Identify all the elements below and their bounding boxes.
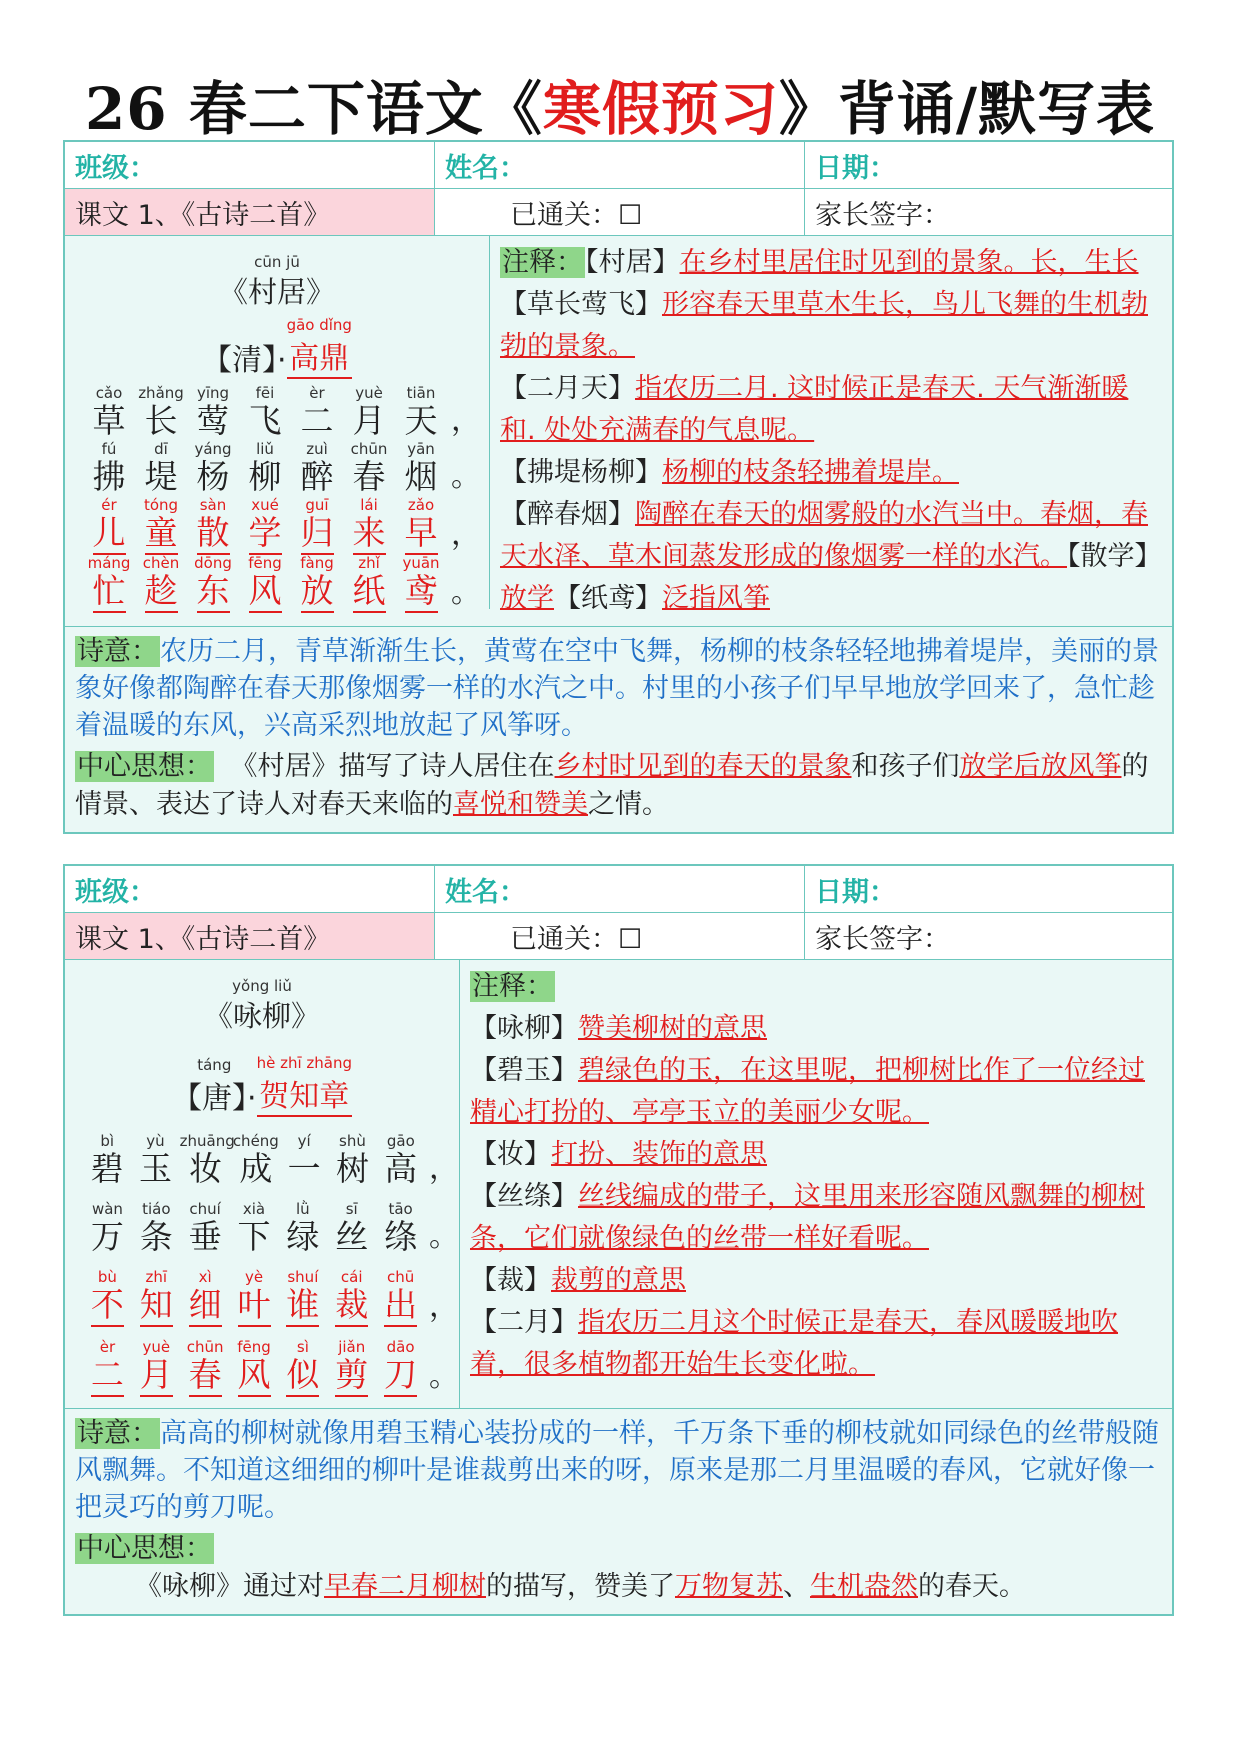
char-pinyin: sī	[345, 1200, 358, 1218]
note-item	[470, 1134, 1162, 1176]
center-idea: 中心思想： 《村居》描写了诗人居住在乡村时见到的春天的景象和孩子们放学后放风筝的情景、表达了诗人对春天来临的喜悦和赞美之情。	[75, 751, 1149, 820]
poem-row	[65, 236, 1172, 627]
char-pinyin: zhī	[145, 1268, 168, 1286]
lesson-label: 课文 1、《古诗二首》	[65, 913, 435, 959]
poem-char	[343, 385, 395, 441]
char-text: 丝	[335, 1217, 369, 1256]
char-pinyin: yáng	[194, 440, 232, 458]
char-pinyin: bì	[100, 1132, 115, 1150]
poem-char	[181, 1339, 230, 1397]
poem-char	[187, 497, 239, 555]
note-definition: 指农历二月这个时候正是春天，春风暖暖地吹着，很多植物都开始生长变化啦。	[470, 1307, 1118, 1380]
char-text: 树	[335, 1149, 369, 1188]
char-text: 似	[286, 1355, 319, 1397]
char-text: 长	[144, 401, 178, 440]
note-term: 【草长莺飞】	[500, 289, 662, 320]
char-pinyin: liǔ	[256, 440, 274, 458]
date-label: 日期：	[815, 152, 896, 184]
passed-checkbox[interactable]: 已通关：☐	[435, 189, 805, 235]
note-item	[500, 289, 1148, 362]
note-item	[470, 1008, 1162, 1050]
char-text: 风	[249, 571, 282, 613]
poem-char	[132, 1339, 181, 1397]
poem-char	[230, 1201, 279, 1257]
poem-title-block	[65, 254, 489, 311]
notes-panel	[490, 236, 1172, 626]
note-item	[585, 247, 1139, 278]
meaning-label: 诗意：	[77, 636, 158, 667]
char-pinyin: zhuāng	[179, 1132, 235, 1150]
char-text: 二	[300, 401, 334, 440]
poem-char	[239, 441, 291, 497]
poem-char	[83, 1133, 131, 1189]
char-text: 出	[384, 1285, 417, 1327]
poem-char	[343, 441, 395, 497]
char-pinyin: zhǎng	[138, 384, 184, 402]
char-pinyin: chéng	[232, 1132, 279, 1150]
char-pinyin: fú	[101, 440, 117, 458]
passed-checkbox[interactable]: 已通关：☐	[435, 913, 805, 959]
char-pinyin: jiǎn	[338, 1338, 366, 1356]
poem-line	[83, 441, 489, 497]
poem-char	[179, 1132, 235, 1189]
poem-title-pinyin: yǒng liǔ	[232, 977, 292, 995]
poem-lines	[65, 385, 489, 613]
parent-sign-label: 家长签字：	[815, 923, 950, 955]
name-label: 姓名：	[435, 142, 805, 188]
char-text: 春	[189, 1355, 222, 1397]
note-definition: 陶醉在春天的烟雾般的水汽当中。春烟，春天水泽、草木间蒸发形成的像烟雾一样的水汽。	[500, 499, 1148, 572]
char-pinyin: tiān	[406, 384, 436, 402]
char-text: 莺	[196, 401, 230, 440]
line-punct: 。	[429, 1219, 460, 1254]
char-pinyin: yīng	[196, 384, 230, 402]
center-label: 中心思想：	[77, 751, 212, 782]
char-text: 细	[189, 1285, 222, 1327]
line-punct: ，	[428, 1151, 459, 1186]
poem-char	[343, 555, 395, 613]
poem-char	[291, 385, 343, 441]
note-term: 【村居】	[585, 247, 680, 278]
notes-panel	[460, 960, 1172, 1408]
title-highlight: 寒假预习	[542, 75, 779, 143]
char-pinyin: yuān	[402, 554, 440, 572]
note-definition: 在乡村里居住时见到的景象。长，生长	[679, 247, 1139, 278]
poem-char	[83, 1269, 132, 1327]
char-pinyin: shù	[339, 1132, 366, 1150]
poem-char	[376, 1269, 425, 1327]
char-pinyin: shuí	[287, 1268, 319, 1286]
char-text: 草	[92, 401, 126, 440]
poem-title: 《咏柳》	[203, 999, 320, 1033]
poem-char	[291, 441, 343, 497]
char-text: 叶	[238, 1285, 271, 1327]
char-pinyin: chūn	[350, 440, 388, 458]
poem-char	[239, 497, 291, 555]
poem-char	[395, 441, 447, 497]
line-punct: 。	[429, 1359, 460, 1394]
date-label: 日期：	[815, 876, 896, 908]
note-definition: 指农历二月. 这时候正是春天. 天气渐渐暖和. 处处充满春的气息呢。	[500, 373, 1129, 446]
char-pinyin: guī	[305, 496, 329, 514]
name-label: 姓名：	[435, 866, 805, 912]
poem-char	[135, 555, 187, 613]
meaning-block	[65, 627, 1172, 832]
dynasty-pinyin: táng	[197, 1056, 232, 1074]
note-item	[470, 1176, 1162, 1260]
poem-char	[131, 1133, 179, 1189]
char-text: 谁	[286, 1285, 319, 1327]
class-label: 班级：	[65, 866, 435, 912]
char-text: 杨	[196, 457, 230, 496]
line-punct: ，	[451, 517, 481, 552]
char-pinyin: yè	[244, 1268, 264, 1286]
note-definition: 泛指风筝	[662, 583, 770, 614]
char-pinyin: fēi	[255, 384, 275, 402]
worksheet-2	[63, 864, 1174, 1616]
note-term: 【咏柳】	[470, 1013, 578, 1044]
poem-char	[239, 385, 291, 441]
note-term: 【妆】	[470, 1139, 551, 1170]
poem-char	[395, 385, 447, 441]
poem-char	[328, 1133, 376, 1189]
char-pinyin: cái	[340, 1268, 363, 1286]
poem-char	[278, 1339, 327, 1397]
note-item	[500, 368, 1162, 452]
char-text: 醉	[300, 457, 334, 496]
poem-row	[65, 960, 1172, 1409]
char-pinyin: fàng	[300, 554, 334, 572]
note-item	[470, 1302, 1162, 1386]
char-pinyin: chūn	[186, 1338, 224, 1356]
char-pinyin: zuì	[306, 440, 328, 458]
poem-char	[181, 1201, 230, 1257]
note-term: 【纸鸢】	[554, 583, 662, 614]
char-pinyin: cǎo	[95, 384, 123, 402]
poem-char	[278, 1269, 327, 1327]
poem-char	[181, 1269, 230, 1327]
char-pinyin: tiáo	[142, 1200, 171, 1218]
poem-line	[83, 1201, 459, 1257]
poem-char	[327, 1269, 376, 1327]
line-punct: ，	[451, 403, 481, 438]
poem-char	[278, 1201, 327, 1257]
char-pinyin: gāo	[386, 1132, 415, 1150]
char-text: 柳	[248, 457, 282, 496]
char-pinyin: bù	[97, 1268, 117, 1286]
center-label: 中心思想：	[77, 1533, 212, 1564]
char-text: 儿	[93, 513, 126, 555]
poem-char	[327, 1339, 376, 1397]
poem-char	[83, 555, 135, 613]
note-term: 【散学】	[1067, 541, 1162, 572]
poem-char	[135, 497, 187, 555]
note-definition: 赞美柳树的意思	[578, 1013, 767, 1044]
poem-panel	[65, 960, 460, 1408]
char-text: 月	[140, 1355, 173, 1397]
char-pinyin: chuí	[189, 1200, 221, 1218]
notes-label: 注释：	[502, 247, 583, 278]
char-pinyin: tāo	[388, 1200, 413, 1218]
char-pinyin: èr	[309, 384, 325, 402]
poem-title: 《村居》	[218, 275, 335, 309]
poem-char	[132, 1201, 181, 1257]
char-text: 成	[239, 1149, 273, 1188]
poem-char	[239, 555, 291, 613]
note-definition: 丝线编成的带子，这里用来形容随风飘舞的柳树条，它们就像绿色的丝带一样好看呢。	[470, 1181, 1145, 1254]
meaning-text: 农历二月，青草渐渐生长，黄莺在空中飞舞，杨柳的枝条轻轻地拂着堤岸，美丽的景象好像都陶醉在春天那像烟雾一样的水汽之中。村里的小孩子们早早地放学回来了，急忙趁着温暖的东风，兴高采烈地放起了风筝呀。	[75, 636, 1159, 741]
char-pinyin: sì	[296, 1338, 309, 1356]
note-definition: 打扮、装饰的意思	[551, 1139, 767, 1170]
poem-char	[291, 555, 343, 613]
char-text: 一	[287, 1149, 321, 1188]
poem-char	[377, 1133, 425, 1189]
poem-char	[135, 441, 187, 497]
char-pinyin: xì	[198, 1268, 212, 1286]
note-term: 【醉春烟】	[500, 499, 635, 530]
char-text: 碧	[90, 1149, 124, 1188]
poem-char	[132, 1269, 181, 1327]
header-row	[65, 142, 1172, 189]
poem-author-block	[65, 317, 489, 379]
char-text: 烟	[404, 457, 438, 496]
poem-char	[83, 1339, 132, 1397]
line-punct: 。	[451, 459, 481, 494]
note-term: 【二月】	[470, 1307, 578, 1338]
char-pinyin: yí	[297, 1132, 311, 1150]
poem-char	[83, 441, 135, 497]
char-pinyin: dōng	[194, 554, 232, 572]
author-pinyin: hè zhī zhāng	[256, 1054, 352, 1072]
char-text: 玉	[138, 1149, 172, 1188]
char-text: 纸	[353, 571, 386, 613]
poem-panel	[65, 236, 490, 609]
note-definition: 杨柳的枝条轻拂着堤岸。	[662, 457, 959, 488]
sub-row	[65, 913, 1172, 960]
poem-char	[376, 1339, 425, 1397]
char-text: 拂	[92, 457, 126, 496]
char-text: 月	[352, 401, 386, 440]
note-term: 【二月天】	[500, 373, 635, 404]
char-pinyin: lǜ	[296, 1200, 310, 1218]
char-text: 剪	[335, 1355, 368, 1397]
char-text: 下	[237, 1217, 271, 1256]
poem-title-block	[65, 978, 459, 1035]
title-prefix: 26 春二下语文《	[84, 75, 543, 143]
char-text: 风	[238, 1355, 271, 1397]
poem-author: 高鼎	[287, 333, 352, 379]
header-row	[65, 866, 1172, 913]
poem-line	[83, 385, 489, 441]
char-pinyin: sàn	[199, 496, 227, 514]
poem-char	[280, 1133, 328, 1189]
poem-char	[327, 1201, 376, 1257]
note-term: 【裁】	[470, 1265, 551, 1296]
center-idea: 中心思想： 《咏柳》通过对早春二月柳树的描写，赞美了万物复苏、生机盎然的春天。	[77, 1533, 1026, 1602]
char-pinyin: xià	[242, 1200, 266, 1218]
char-text: 归	[301, 513, 334, 555]
note-definition: 裁剪的意思	[551, 1265, 686, 1296]
char-text: 飞	[248, 401, 282, 440]
char-text: 高	[384, 1149, 418, 1188]
char-text: 来	[353, 513, 386, 555]
author-pinyin: gāo dǐng	[286, 316, 352, 334]
poem-dynasty: 【清】·	[202, 343, 287, 378]
poem-char	[187, 555, 239, 613]
char-text: 学	[249, 513, 282, 555]
poem-author: 贺知章	[257, 1071, 352, 1117]
char-text: 堤	[144, 457, 178, 496]
meaning-block	[65, 1409, 1172, 1614]
char-text: 垂	[188, 1217, 222, 1256]
char-pinyin: wàn	[91, 1200, 123, 1218]
poem-title-pinyin: cūn jū	[254, 253, 300, 271]
poem-lines	[65, 1133, 459, 1397]
char-pinyin: ér	[101, 496, 117, 514]
char-pinyin: tóng	[143, 496, 179, 514]
class-label: 班级：	[65, 142, 435, 188]
line-punct: ，	[429, 1289, 460, 1324]
line-punct: 。	[451, 575, 481, 610]
poem-line	[83, 497, 489, 555]
char-text: 知	[140, 1285, 173, 1327]
meaning-text: 高高的柳树就像用碧玉精心装扮成的一样，千万条下垂的柳枝就如同绿色的丝带般随风飘舞。不知道这细细的柳叶是谁裁剪出来的呀，原来是那二月里温暖的春风，它就好像一把灵巧的剪刀呢。	[75, 1418, 1159, 1523]
title-suffix: 》背诵/默写表	[778, 75, 1156, 143]
notes-label: 注释：	[472, 971, 553, 1002]
char-pinyin: lái	[360, 496, 378, 514]
poem-char	[395, 497, 447, 555]
char-text: 裁	[335, 1285, 368, 1327]
char-pinyin: máng	[87, 554, 131, 572]
char-text: 刀	[384, 1355, 417, 1397]
char-text: 绦	[384, 1217, 418, 1256]
poem-char	[83, 1201, 132, 1257]
char-pinyin: yān	[407, 440, 435, 458]
note-item	[470, 1260, 1162, 1302]
poem-dynasty: 【唐】·	[172, 1081, 257, 1116]
poem-char	[187, 385, 239, 441]
char-text: 不	[91, 1285, 124, 1327]
char-pinyin: fēng	[248, 554, 282, 572]
char-pinyin: dī	[154, 440, 168, 458]
char-pinyin: chèn	[142, 554, 180, 572]
poem-char	[232, 1133, 280, 1189]
char-pinyin: yuè	[142, 1338, 171, 1356]
poem-char	[135, 385, 187, 441]
char-text: 散	[197, 513, 230, 555]
char-pinyin: zhǐ	[358, 554, 380, 572]
poem-author-block	[65, 1055, 459, 1117]
char-pinyin: dāo	[386, 1338, 415, 1356]
poem-line	[83, 1269, 459, 1327]
note-item	[554, 583, 770, 614]
char-text: 东	[197, 571, 230, 613]
note-definition: 形容春天里草木生长，鸟儿飞舞的生机勃勃的景象。	[500, 289, 1148, 362]
char-pinyin: fēng	[237, 1338, 271, 1356]
char-pinyin: yuè	[355, 384, 383, 402]
note-item	[470, 1050, 1162, 1134]
poem-char	[395, 555, 447, 613]
char-text: 童	[145, 513, 178, 555]
char-text: 条	[139, 1217, 173, 1256]
poem-line	[83, 555, 489, 613]
poem-char	[83, 385, 135, 441]
poem-char	[291, 497, 343, 555]
lesson-label: 课文 1、《古诗二首》	[65, 189, 435, 235]
char-text: 放	[301, 571, 334, 613]
poem-char	[230, 1339, 279, 1397]
char-text: 妆	[189, 1149, 223, 1188]
char-text: 忙	[93, 571, 126, 613]
char-text: 二	[91, 1355, 124, 1397]
poem-char	[343, 497, 395, 555]
parent-sign-label: 家长签字：	[815, 199, 950, 231]
char-text: 春	[352, 457, 386, 496]
char-pinyin: èr	[99, 1338, 116, 1356]
note-term: 【碧玉】	[470, 1055, 578, 1086]
meaning-label: 诗意：	[77, 1418, 158, 1449]
note-item	[500, 452, 1162, 494]
char-text: 鸢	[405, 571, 438, 613]
note-definition: 碧绿色的玉，在这里呢，把柳树比作了一位经过精心打扮的、亭亭玉立的美丽少女呢。	[470, 1055, 1145, 1128]
poem-char	[187, 441, 239, 497]
poem-char	[230, 1269, 279, 1327]
note-definition: 放学	[500, 583, 554, 614]
note-term: 【拂堤杨柳】	[500, 457, 662, 488]
char-text: 万	[90, 1217, 124, 1256]
poem-line	[83, 1133, 459, 1189]
char-pinyin: yù	[146, 1132, 165, 1150]
char-text: 早	[405, 513, 438, 555]
char-pinyin: xué	[251, 496, 279, 514]
poem-char	[83, 497, 135, 555]
note-item	[500, 499, 1148, 572]
poem-line	[83, 1339, 459, 1397]
worksheet-1	[63, 140, 1174, 834]
char-pinyin: chū	[386, 1268, 415, 1286]
note-term: 【丝绦】	[470, 1181, 578, 1212]
char-pinyin: zǎo	[407, 496, 435, 514]
char-text: 天	[404, 401, 438, 440]
char-text: 趁	[145, 571, 178, 613]
sub-row	[65, 189, 1172, 236]
char-text: 绿	[286, 1217, 320, 1256]
poem-char	[376, 1201, 425, 1257]
page-title	[0, 62, 1240, 146]
